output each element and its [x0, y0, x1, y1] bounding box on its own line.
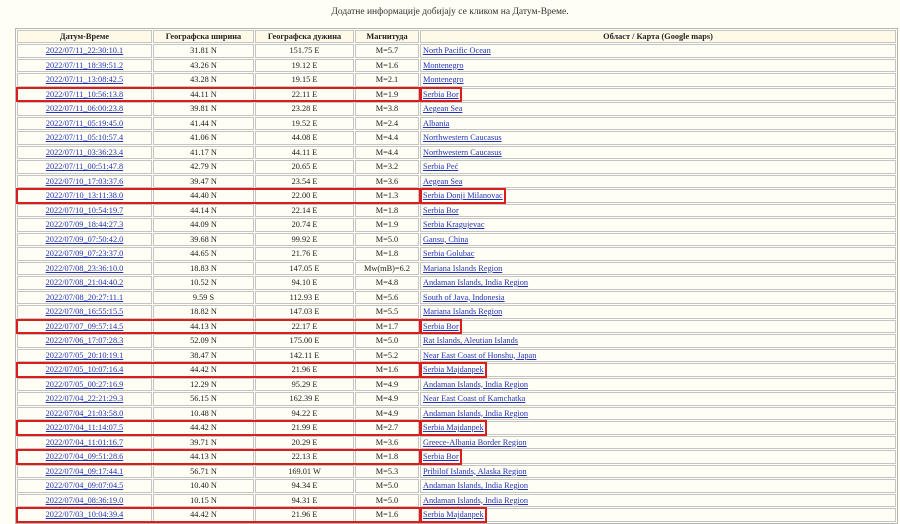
datetime-link[interactable]: 2022/07/11_22:30:10.1 [45, 46, 124, 55]
magnitude-cell: M=4.4 [355, 131, 419, 145]
region-cell [420, 334, 896, 348]
region-cell [420, 436, 896, 450]
latitude-cell: 44.42 N [153, 363, 254, 377]
longitude-cell: 20.65 E [255, 160, 354, 174]
datetime-link[interactable]: 2022/07/05_10:07:16.4 [45, 365, 124, 374]
table-row [17, 363, 896, 377]
region-cell [420, 44, 896, 58]
datetime-link[interactable]: 2022/07/04_09:51:28.6 [45, 452, 124, 461]
region-map-link[interactable]: Andaman Islands, India Region [423, 495, 529, 505]
latitude-cell: 10.52 N [153, 276, 254, 290]
region-cell [420, 131, 896, 145]
datetime-link[interactable]: 2022/07/04_11:14:07.5 [45, 423, 124, 432]
table-row [17, 233, 896, 247]
datetime-link[interactable]: 2022/07/11_03:36:23.4 [45, 147, 124, 157]
table-body [17, 44, 896, 522]
table-row [17, 378, 896, 392]
table-row [17, 102, 896, 116]
latitude-cell: 18.83 N [153, 262, 254, 276]
magnitude-cell: M=1.6 [355, 363, 419, 377]
datetime-link[interactable]: 2022/07/10_17:03:37.6 [45, 176, 124, 186]
longitude-cell: 22.14 E [255, 204, 354, 218]
longitude-cell: 21.76 E [255, 247, 354, 261]
datetime-cell [17, 102, 152, 116]
datetime-link[interactable]: 2022/07/11_05:10:57.4 [45, 133, 124, 142]
region-map-link[interactable]: Serbia Golubac [423, 249, 475, 258]
region-cell [420, 494, 896, 508]
magnitude-cell: M=1.6 [355, 508, 419, 522]
datetime-link[interactable]: 2022/07/04_09:17:44.1 [45, 466, 124, 476]
datetime-link[interactable]: 2022/07/10_10:54:19.7 [45, 205, 124, 215]
longitude-cell: 21.99 E [255, 421, 354, 435]
region-map-link[interactable]: Gansu, China [423, 234, 469, 244]
longitude-cell: 21.96 E [255, 363, 354, 377]
datetime-cell [17, 175, 152, 189]
longitude-cell: 151.75 E [255, 44, 354, 58]
magnitude-cell: M=5.0 [355, 334, 419, 348]
latitude-cell: 42.79 N [153, 160, 254, 174]
table-row [17, 88, 896, 102]
latitude-cell: 9.59 S [153, 291, 254, 305]
longitude-cell: 22.00 E [255, 189, 354, 203]
region-map-link[interactable]: Greece-Albania Border Region [423, 437, 527, 447]
datetime-cell [17, 465, 152, 479]
datetime-cell [17, 508, 152, 522]
datetime-cell [17, 291, 152, 305]
magnitude-cell: M=5.3 [355, 465, 419, 479]
longitude-cell: 22.11 E [255, 88, 354, 102]
latitude-cell: 41.06 N [153, 131, 254, 145]
region-cell [420, 160, 896, 174]
latitude-cell: 39.81 N [153, 102, 254, 116]
earthquake-table [15, 28, 898, 524]
table-row [17, 291, 896, 305]
region-map-link[interactable]: Serbia Donji Milanovac [423, 191, 503, 200]
datetime-cell [17, 494, 152, 508]
table-row [17, 59, 896, 73]
datetime-cell [17, 73, 152, 87]
table-row [17, 320, 896, 334]
longitude-cell: 20.29 E [255, 436, 354, 450]
magnitude-cell: M=5.7 [355, 44, 419, 58]
table-row [17, 189, 896, 203]
magnitude-cell: M=5.0 [355, 494, 419, 508]
header-datetime: Датум-Време [17, 30, 152, 43]
table-row [17, 247, 896, 261]
longitude-cell: 19.15 E [255, 73, 354, 87]
header-latitude: Географска ширина [153, 30, 254, 43]
region-cell [420, 363, 896, 377]
region-map-link[interactable]: Andaman Islands, India Region [423, 481, 529, 490]
table-row [17, 146, 896, 160]
region-cell [420, 291, 896, 305]
region-cell [420, 276, 896, 290]
datetime-link[interactable]: 2022/07/09_07:23:37.0 [45, 249, 124, 258]
region-map-link[interactable]: Serbia Majdanpek [423, 510, 484, 519]
magnitude-cell: M=4.9 [355, 407, 419, 421]
region-map-link[interactable]: Andaman Islands, India Region [423, 278, 529, 287]
datetime-link[interactable]: 2022/07/08_20:27:11.1 [45, 292, 124, 302]
table-row [17, 131, 896, 145]
region-cell [420, 392, 896, 406]
latitude-cell: 18.82 N [153, 305, 254, 319]
latitude-cell: 52.09 N [153, 334, 254, 348]
longitude-cell: 147.05 E [255, 262, 354, 276]
latitude-cell: 44.42 N [153, 421, 254, 435]
region-map-link[interactable]: Serbia Bor [423, 205, 459, 215]
magnitude-cell: M=1.7 [355, 320, 419, 334]
datetime-cell [17, 189, 152, 203]
datetime-link[interactable]: 2022/07/08_16:55:15.5 [45, 307, 124, 316]
magnitude-cell: M=1.8 [355, 450, 419, 464]
latitude-cell: 44.14 N [153, 204, 254, 218]
latitude-cell: 44.13 N [153, 320, 254, 334]
datetime-cell [17, 450, 152, 464]
table-row [17, 436, 896, 450]
longitude-cell: 22.17 E [255, 320, 354, 334]
longitude-cell: 44.08 E [255, 131, 354, 145]
longitude-cell: 23.28 E [255, 102, 354, 116]
longitude-cell: 99.92 E [255, 233, 354, 247]
table-row [17, 262, 896, 276]
longitude-cell: 142.11 E [255, 349, 354, 363]
datetime-cell [17, 88, 152, 102]
table-row [17, 117, 896, 131]
longitude-cell: 19.52 E [255, 117, 354, 131]
table-row [17, 479, 896, 493]
magnitude-cell: M=4.4 [355, 146, 419, 160]
longitude-cell: 169.01 W [255, 465, 354, 479]
longitude-cell: 112.93 E [255, 291, 354, 305]
datetime-link[interactable]: 2022/07/11_06:00:23.8 [45, 104, 124, 113]
region-map-link[interactable]: Pribilof Islands, Alaska Region [423, 466, 527, 476]
magnitude-cell: M=2.1 [355, 73, 419, 87]
datetime-cell [17, 131, 152, 145]
magnitude-cell: M=3.2 [355, 160, 419, 174]
datetime-link[interactable]: 2022/07/04_08:36:19.0 [45, 495, 124, 505]
datetime-link[interactable]: 2022/07/11_18:39:51.2 [45, 60, 124, 70]
longitude-cell: 147.03 E [255, 305, 354, 319]
region-map-link[interactable]: Mariana Islands Region [423, 307, 503, 316]
datetime-link[interactable]: 2022/07/05_00:27:16.9 [45, 379, 124, 389]
region-cell [420, 146, 896, 160]
latitude-cell: 56.71 N [153, 465, 254, 479]
latitude-cell: 43.26 N [153, 59, 254, 73]
magnitude-cell: M=5.0 [355, 233, 419, 247]
datetime-link[interactable]: 2022/07/04_22:21:29.3 [45, 394, 124, 403]
region-map-link[interactable]: Serbia Majdanpek [423, 423, 484, 432]
datetime-cell [17, 146, 152, 160]
region-map-link[interactable]: Albania [423, 118, 450, 128]
table-row [17, 175, 896, 189]
header-region: Област / Карта (Google maps) [420, 30, 896, 43]
magnitude-cell: M=4.9 [355, 378, 419, 392]
datetime-cell [17, 378, 152, 392]
datetime-link[interactable]: 2022/07/09_18:44:27.3 [45, 220, 124, 229]
latitude-cell: 44.40 N [153, 189, 254, 203]
longitude-cell: 44.11 E [255, 146, 354, 160]
datetime-cell [17, 233, 152, 247]
datetime-link[interactable]: 2022/07/10_13:11:38.0 [45, 191, 124, 200]
datetime-cell [17, 436, 152, 450]
magnitude-cell: M=1.9 [355, 218, 419, 232]
latitude-cell: 39.47 N [153, 175, 254, 189]
datetime-link[interactable]: 2022/07/04_09:07:04.5 [45, 481, 124, 490]
magnitude-cell: M=3.6 [355, 436, 419, 450]
datetime-cell [17, 305, 152, 319]
magnitude-cell: M=1.3 [355, 189, 419, 203]
datetime-link[interactable]: 2022/07/05_20:10:19.1 [45, 350, 124, 360]
region-map-link[interactable]: Serbia Bor [423, 452, 459, 461]
info-note: Додатне информације добијају се кликом на Датум-Време. [331, 7, 569, 17]
table-row [17, 276, 896, 290]
magnitude-cell: M=5.2 [355, 349, 419, 363]
magnitude-cell: M=2.7 [355, 421, 419, 435]
datetime-cell [17, 247, 152, 261]
region-map-link[interactable]: Serbia Kragujevac [423, 220, 485, 229]
region-cell [420, 465, 896, 479]
table-row [17, 392, 896, 406]
magnitude-cell: M=5.0 [355, 479, 419, 493]
region-cell [420, 189, 896, 203]
table-row [17, 450, 896, 464]
table-row [17, 349, 896, 363]
latitude-cell: 56.15 N [153, 392, 254, 406]
magnitude-cell: M=1.8 [355, 204, 419, 218]
datetime-link[interactable]: 2022/07/03_10:04:39.4 [45, 510, 124, 519]
region-cell [420, 233, 896, 247]
region-map-link[interactable]: Aegean Sea [423, 104, 463, 113]
magnitude-cell: M=4.8 [355, 276, 419, 290]
table-row [17, 407, 896, 421]
datetime-cell [17, 392, 152, 406]
table-row [17, 465, 896, 479]
longitude-cell: 19.12 E [255, 59, 354, 73]
magnitude-cell: M=1.8 [355, 247, 419, 261]
region-cell [420, 247, 896, 261]
latitude-cell: 12.29 N [153, 378, 254, 392]
datetime-link[interactable]: 2022/07/11_13:08:42.5 [45, 75, 124, 84]
latitude-cell: 10.48 N [153, 407, 254, 421]
header-longitude: Географска дужина [255, 30, 354, 43]
table-row [17, 160, 896, 174]
latitude-cell: 38.47 N [153, 349, 254, 363]
region-map-link[interactable]: Serbia Bor [423, 321, 459, 331]
region-map-link[interactable]: Montenegro [423, 60, 464, 70]
longitude-cell: 21.96 E [255, 508, 354, 522]
datetime-cell [17, 479, 152, 493]
region-cell [420, 102, 896, 116]
latitude-cell: 41.17 N [153, 146, 254, 160]
region-map-link[interactable]: Mariana Islands Region [423, 263, 503, 273]
latitude-cell: 44.65 N [153, 247, 254, 261]
latitude-cell: 41.44 N [153, 117, 254, 131]
datetime-link[interactable]: 2022/07/11_00:51:47.8 [45, 162, 124, 171]
region-cell [420, 117, 896, 131]
datetime-cell [17, 334, 152, 348]
table-row [17, 218, 896, 232]
latitude-cell: 44.11 N [153, 88, 254, 102]
table-row [17, 44, 896, 58]
table-row [17, 334, 896, 348]
region-cell [420, 407, 896, 421]
longitude-cell: 20.74 E [255, 218, 354, 232]
latitude-cell: 44.09 N [153, 218, 254, 232]
region-map-link[interactable]: Aegean Sea [423, 176, 463, 186]
datetime-cell [17, 59, 152, 73]
longitude-cell: 162.39 E [255, 392, 354, 406]
region-map-link[interactable]: Rat Islands, Aleutian Islands [423, 336, 518, 345]
datetime-link[interactable]: 2022/07/04_21:03:58.0 [45, 408, 124, 418]
table-row [17, 508, 896, 522]
latitude-cell: 43.28 N [153, 73, 254, 87]
region-map-link[interactable]: Near East Coast of Honshu, Japan [423, 350, 537, 360]
latitude-cell: 31.81 N [153, 44, 254, 58]
region-map-link[interactable]: Serbia Peć [423, 162, 459, 171]
latitude-cell: 39.68 N [153, 233, 254, 247]
latitude-cell: 39.71 N [153, 436, 254, 450]
datetime-cell [17, 320, 152, 334]
magnitude-cell: M=3.8 [355, 102, 419, 116]
longitude-cell: 94.22 E [255, 407, 354, 421]
region-cell [420, 508, 896, 522]
table-row [17, 305, 896, 319]
region-map-link[interactable]: Northwestern Caucasus [423, 133, 502, 142]
region-map-link[interactable]: Northwestern Caucasus [423, 147, 502, 157]
region-cell [420, 349, 896, 363]
datetime-cell [17, 407, 152, 421]
header-magnitude: Магнитуда [355, 30, 419, 43]
region-map-link[interactable]: Near East Coast of Kamchatka [423, 394, 526, 403]
table-header-row [17, 30, 896, 43]
datetime-cell [17, 349, 152, 363]
table-row [17, 494, 896, 508]
datetime-cell [17, 363, 152, 377]
datetime-cell [17, 204, 152, 218]
datetime-link[interactable]: 2022/07/08_21:04:40.2 [45, 278, 124, 287]
longitude-cell: 23.54 E [255, 175, 354, 189]
region-cell [420, 262, 896, 276]
datetime-cell [17, 44, 152, 58]
region-map-link[interactable]: Montenegro [423, 75, 464, 84]
region-map-link[interactable]: Andaman Islands, India Region [423, 408, 529, 418]
latitude-cell: 10.40 N [153, 479, 254, 493]
longitude-cell: 95.29 E [255, 378, 354, 392]
region-map-link[interactable]: South of Java, Indonesia [423, 292, 505, 302]
magnitude-cell: M=3.6 [355, 175, 419, 189]
datetime-link[interactable]: 2022/07/06_17:07:28.3 [45, 336, 124, 345]
datetime-link[interactable]: 2022/07/04_11:01:16.7 [45, 437, 124, 447]
magnitude-cell: M=5.5 [355, 305, 419, 319]
region-cell [420, 305, 896, 319]
table-row [17, 73, 896, 87]
datetime-cell [17, 117, 152, 131]
region-map-link[interactable]: North Pacific Ocean [423, 46, 491, 55]
datetime-link[interactable]: 2022/07/08_23:36:10.0 [45, 263, 124, 273]
magnitude-cell: M=1.6 [355, 59, 419, 73]
region-cell [420, 378, 896, 392]
region-cell [420, 479, 896, 493]
longitude-cell: 94.31 E [255, 494, 354, 508]
longitude-cell: 94.34 E [255, 479, 354, 493]
datetime-link[interactable]: 2022/07/07_09:57:14.5 [45, 321, 124, 331]
longitude-cell: 94.10 E [255, 276, 354, 290]
table-row [17, 421, 896, 435]
latitude-cell: 44.13 N [153, 450, 254, 464]
datetime-cell [17, 276, 152, 290]
datetime-link[interactable]: 2022/07/09_07:50:42.0 [45, 234, 124, 244]
datetime-cell [17, 262, 152, 276]
region-cell [420, 320, 896, 334]
region-map-link[interactable]: Serbia Majdanpek [423, 365, 484, 374]
region-cell [420, 218, 896, 232]
datetime-cell [17, 160, 152, 174]
longitude-cell: 175.00 E [255, 334, 354, 348]
region-map-link[interactable]: Andaman Islands, India Region [423, 379, 529, 389]
magnitude-cell: M=4.9 [355, 392, 419, 406]
datetime-link[interactable]: 2022/07/11_05:19:45.0 [45, 118, 124, 128]
datetime-cell [17, 218, 152, 232]
magnitude-cell: M=2.4 [355, 117, 419, 131]
magnitude-cell: M=5.6 [355, 291, 419, 305]
region-map-link[interactable]: Serbia Bor [423, 89, 459, 99]
region-cell [420, 73, 896, 87]
magnitude-cell: M=1.9 [355, 88, 419, 102]
datetime-link[interactable]: 2022/07/11_10:56:13.8 [45, 89, 124, 99]
region-cell [420, 421, 896, 435]
latitude-cell: 10.15 N [153, 494, 254, 508]
longitude-cell: 22.13 E [255, 450, 354, 464]
region-cell [420, 88, 896, 102]
region-cell [420, 59, 896, 73]
region-cell [420, 175, 896, 189]
magnitude-cell: Mw(mB)=6.2 [355, 262, 419, 276]
latitude-cell: 44.42 N [153, 508, 254, 522]
datetime-cell [17, 421, 152, 435]
region-cell [420, 204, 896, 218]
region-cell [420, 450, 896, 464]
table-row [17, 204, 896, 218]
